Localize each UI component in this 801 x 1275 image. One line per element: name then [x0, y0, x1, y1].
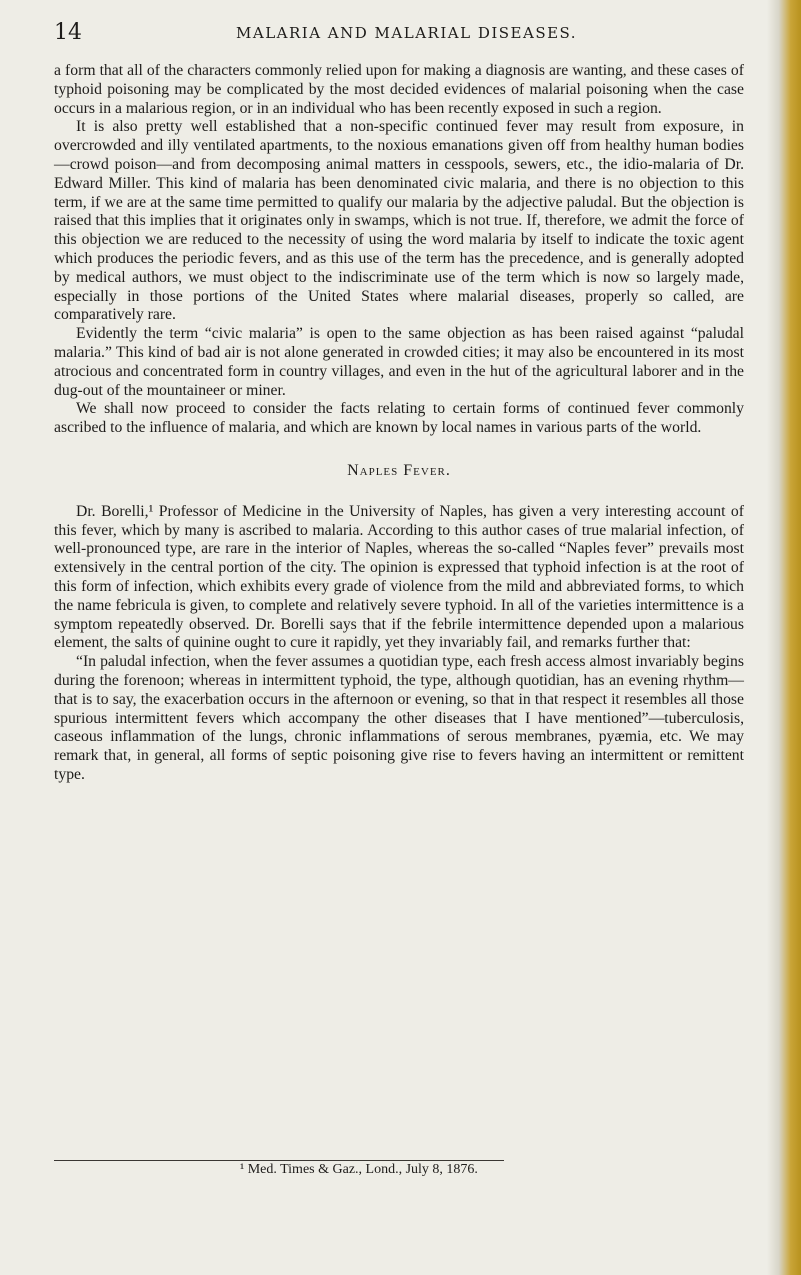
paragraph: a form that all of the characters commonly relied upon for making a diagnosis are wanting, and these cases of typhoid poisoning may be complicated by the most decided evidences of malarial poisoning when the case occurs in a malarious region, or in an individual who has been recently exposed in such a region.	[54, 62, 744, 117]
page-header	[54, 20, 744, 50]
page-number: 14	[54, 20, 82, 45]
paragraph: Evidently the term “civic malaria” is open to the same objection as has been raised against “paludal malaria.” This kind of bad air is not alone generated in crowded cities; it may also be encountered in its most atrocious and concentrated form in country villages, and even in the hut of the agricultural laborer and in the dug-out of the mountaineer or miner.	[54, 325, 744, 399]
footnote: ¹ Med. Times & Gaz., Lond., July 8, 1876.	[240, 1162, 478, 1177]
quotation-paragraph: “In paludal infection, when the fever assumes a quotidian type, each fresh access almost invariably begins during the forenoon; whereas in intermittent typhoid, the type, although quotidian, has an evening rhythm—that is to say, the exacerbation occurs in the afternoon or evening, so that in that respect it resembles all those spurious intermittent fevers which accompany the other diseases that I have mentioned”—tuberculosis, caseous inflammation of the lungs, chronic inflammations of serous membranes, pyæmia, etc. We may remark that, in general, all forms of septic poisoning give rise to fevers having an intermittent or remittent type.	[54, 653, 744, 783]
page-edge	[767, 0, 801, 1275]
section-heading: Naples Fever.	[347, 461, 451, 479]
body-text	[54, 62, 744, 785]
paragraph: It is also pretty well established that a non-specific continued fever may result from exposure, in overcrowded and illy ventilated apartments, to the noxious emanations given off from healthy human bodies—crowd poison—and from decomposing animal matters in cesspools, sewers, etc., the idio-malaria of Dr. Edward Miller. This kind of malaria has been denominated civic malaria, and there is no objection to this term, if we are at the same time permitted to qualify our malaria by the adjective paludal. But the objection is raised that this implies that it originates only in swamps, which is not true. If, therefore, we admit the force of this objection we are reduced to the necessity of using the word malaria by itself to indicate the toxic agent which produces the periodic fevers, and as this use of the term has the precedence, and is generally adopted by medical authors, we must object to the indiscriminate use of the term which is now so largely made, especially in those portions of the United States where malarial diseases, properly so called, are comparatively rare.	[54, 118, 744, 324]
paragraph: Dr. Borelli,¹ Professor of Medicine in the University of Naples, has given a very interesting account of this fever, which by many is ascribed to malaria. According to this author cases of true malarial infection, of well-pronounced type, are rare in the interior of Naples, whereas the so-called “Naples fever” prevails most extensively in the central portion of the city. The opinion is expressed that typhoid infection is at the root of this form of infection, which exhibits every grade of violence from the mild and abbreviated forms, to which the name febricula is given, to complete and relatively severe typhoid. In all of the varieties intermittence is a symptom repeatedly observed. Dr. Borelli says that if the febrile intermittence depended upon a malarious element, the salts of quinine ought to cure it rapidly, yet they invariably fail, and remarks further that:	[54, 502, 744, 652]
paragraph: We shall now proceed to consider the facts relating to certain forms of continued fever commonly ascribed to the influence of malaria, and which are known by local names in various parts of the world.	[54, 400, 744, 437]
running-head: MALARIA AND MALARIAL DISEASES.	[236, 24, 578, 42]
footnote-rule	[54, 1160, 504, 1161]
